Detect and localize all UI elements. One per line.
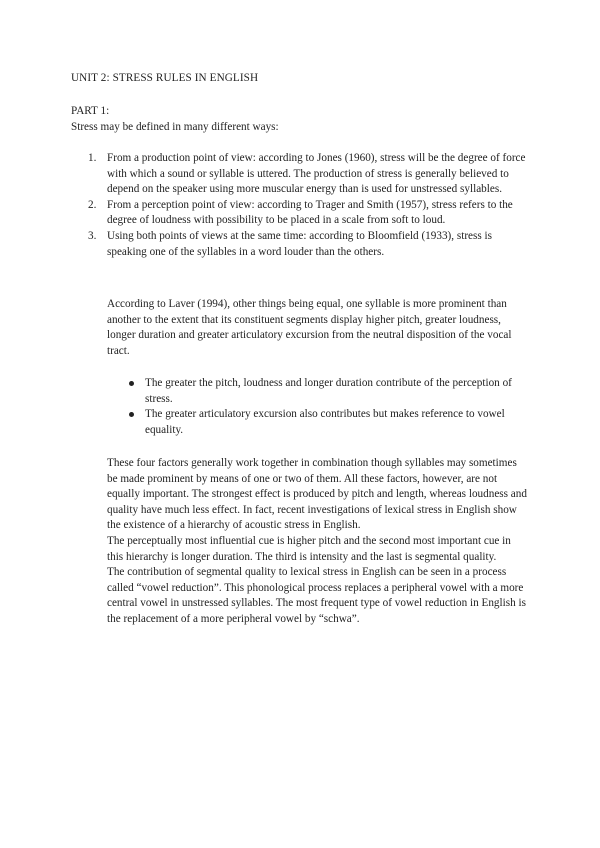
bullet-item [107, 407, 527, 438]
numbered-list-item [71, 151, 531, 198]
document-title: UNIT 2: STRESS RULES IN ENGLISH [71, 72, 259, 84]
list-number: 2. [88, 198, 97, 211]
bullet-dot-icon [129, 381, 134, 386]
vowel-reduction-paragraph: The contribution of segmental quality to lexical stress in English can be seen in a process called “vowel reduction”. This phonological process replaces a peripheral vowel with a more central vowel in unstressed syllables. The most frequent type of vowel reduction in English is the replacement of a more peripheral vowel by “schwa”. [107, 566, 526, 625]
list-item-text: Using both points of views at the same time: according to Bloomfield (1933), stress is speaking one of the syllables in a word louder than the others. [107, 229, 492, 258]
list-number: 1. [88, 152, 97, 164]
pitch-hierarchy-paragraph: The perceptually most influential cue is higher pitch and the second most important cue in this hierarchy is longer duration. The third is intensity and the last is segmental quality. [107, 534, 511, 563]
bullet-dot-icon [129, 412, 134, 417]
numbered-list-item [71, 198, 531, 229]
intro-text: Stress may be defined in many different ways: [71, 121, 279, 133]
bullet-list [107, 376, 527, 438]
bullet-text: The greater the pitch, loudness and longer duration contribute of the perception of stress. [145, 377, 512, 405]
numbered-list-item [71, 229, 531, 260]
factors-section [107, 456, 527, 628]
list-number: 3. [88, 229, 97, 242]
bullet-text: The greater articulatory excursion also contributes but makes reference to vowel equality. [145, 408, 505, 436]
factors-paragraph: These four factors generally work together in combination though syllables may sometimes be made prominent by means of one or two of them. All these factors, however, are not equally important. The strongest effect is produced by pitch and length, whereas loudness and quality have much less effect. In fact, recent investigations of lexical stress in English show the existence of a hierarchy of acoustic stress in English. [107, 457, 527, 532]
list-item-text: From a production point of view: according to Jones (1960), stress will be the degree of force with which a sound or syllable is uttered. The production of stress is generally believed to depend on the speaker using more muscular energy than is used for unstressed syllables. [107, 152, 526, 196]
list-item-text: From a perception point of view: according to Trager and Smith (1957), stress refers to the degree of loudness with possibility to be placed in a scale from soft to loud. [107, 198, 513, 227]
numbered-list [71, 151, 531, 260]
laver-paragraph: According to Laver (1994), other things being equal, one syllable is more prominent than another to the extent that its constituent segments display higher pitch, greater loudness, longer duration and greater articulatory excursion from the neutral disposition of the vocal tract. [107, 298, 512, 357]
part-heading: PART 1: [71, 105, 110, 117]
bullet-item [107, 376, 527, 407]
